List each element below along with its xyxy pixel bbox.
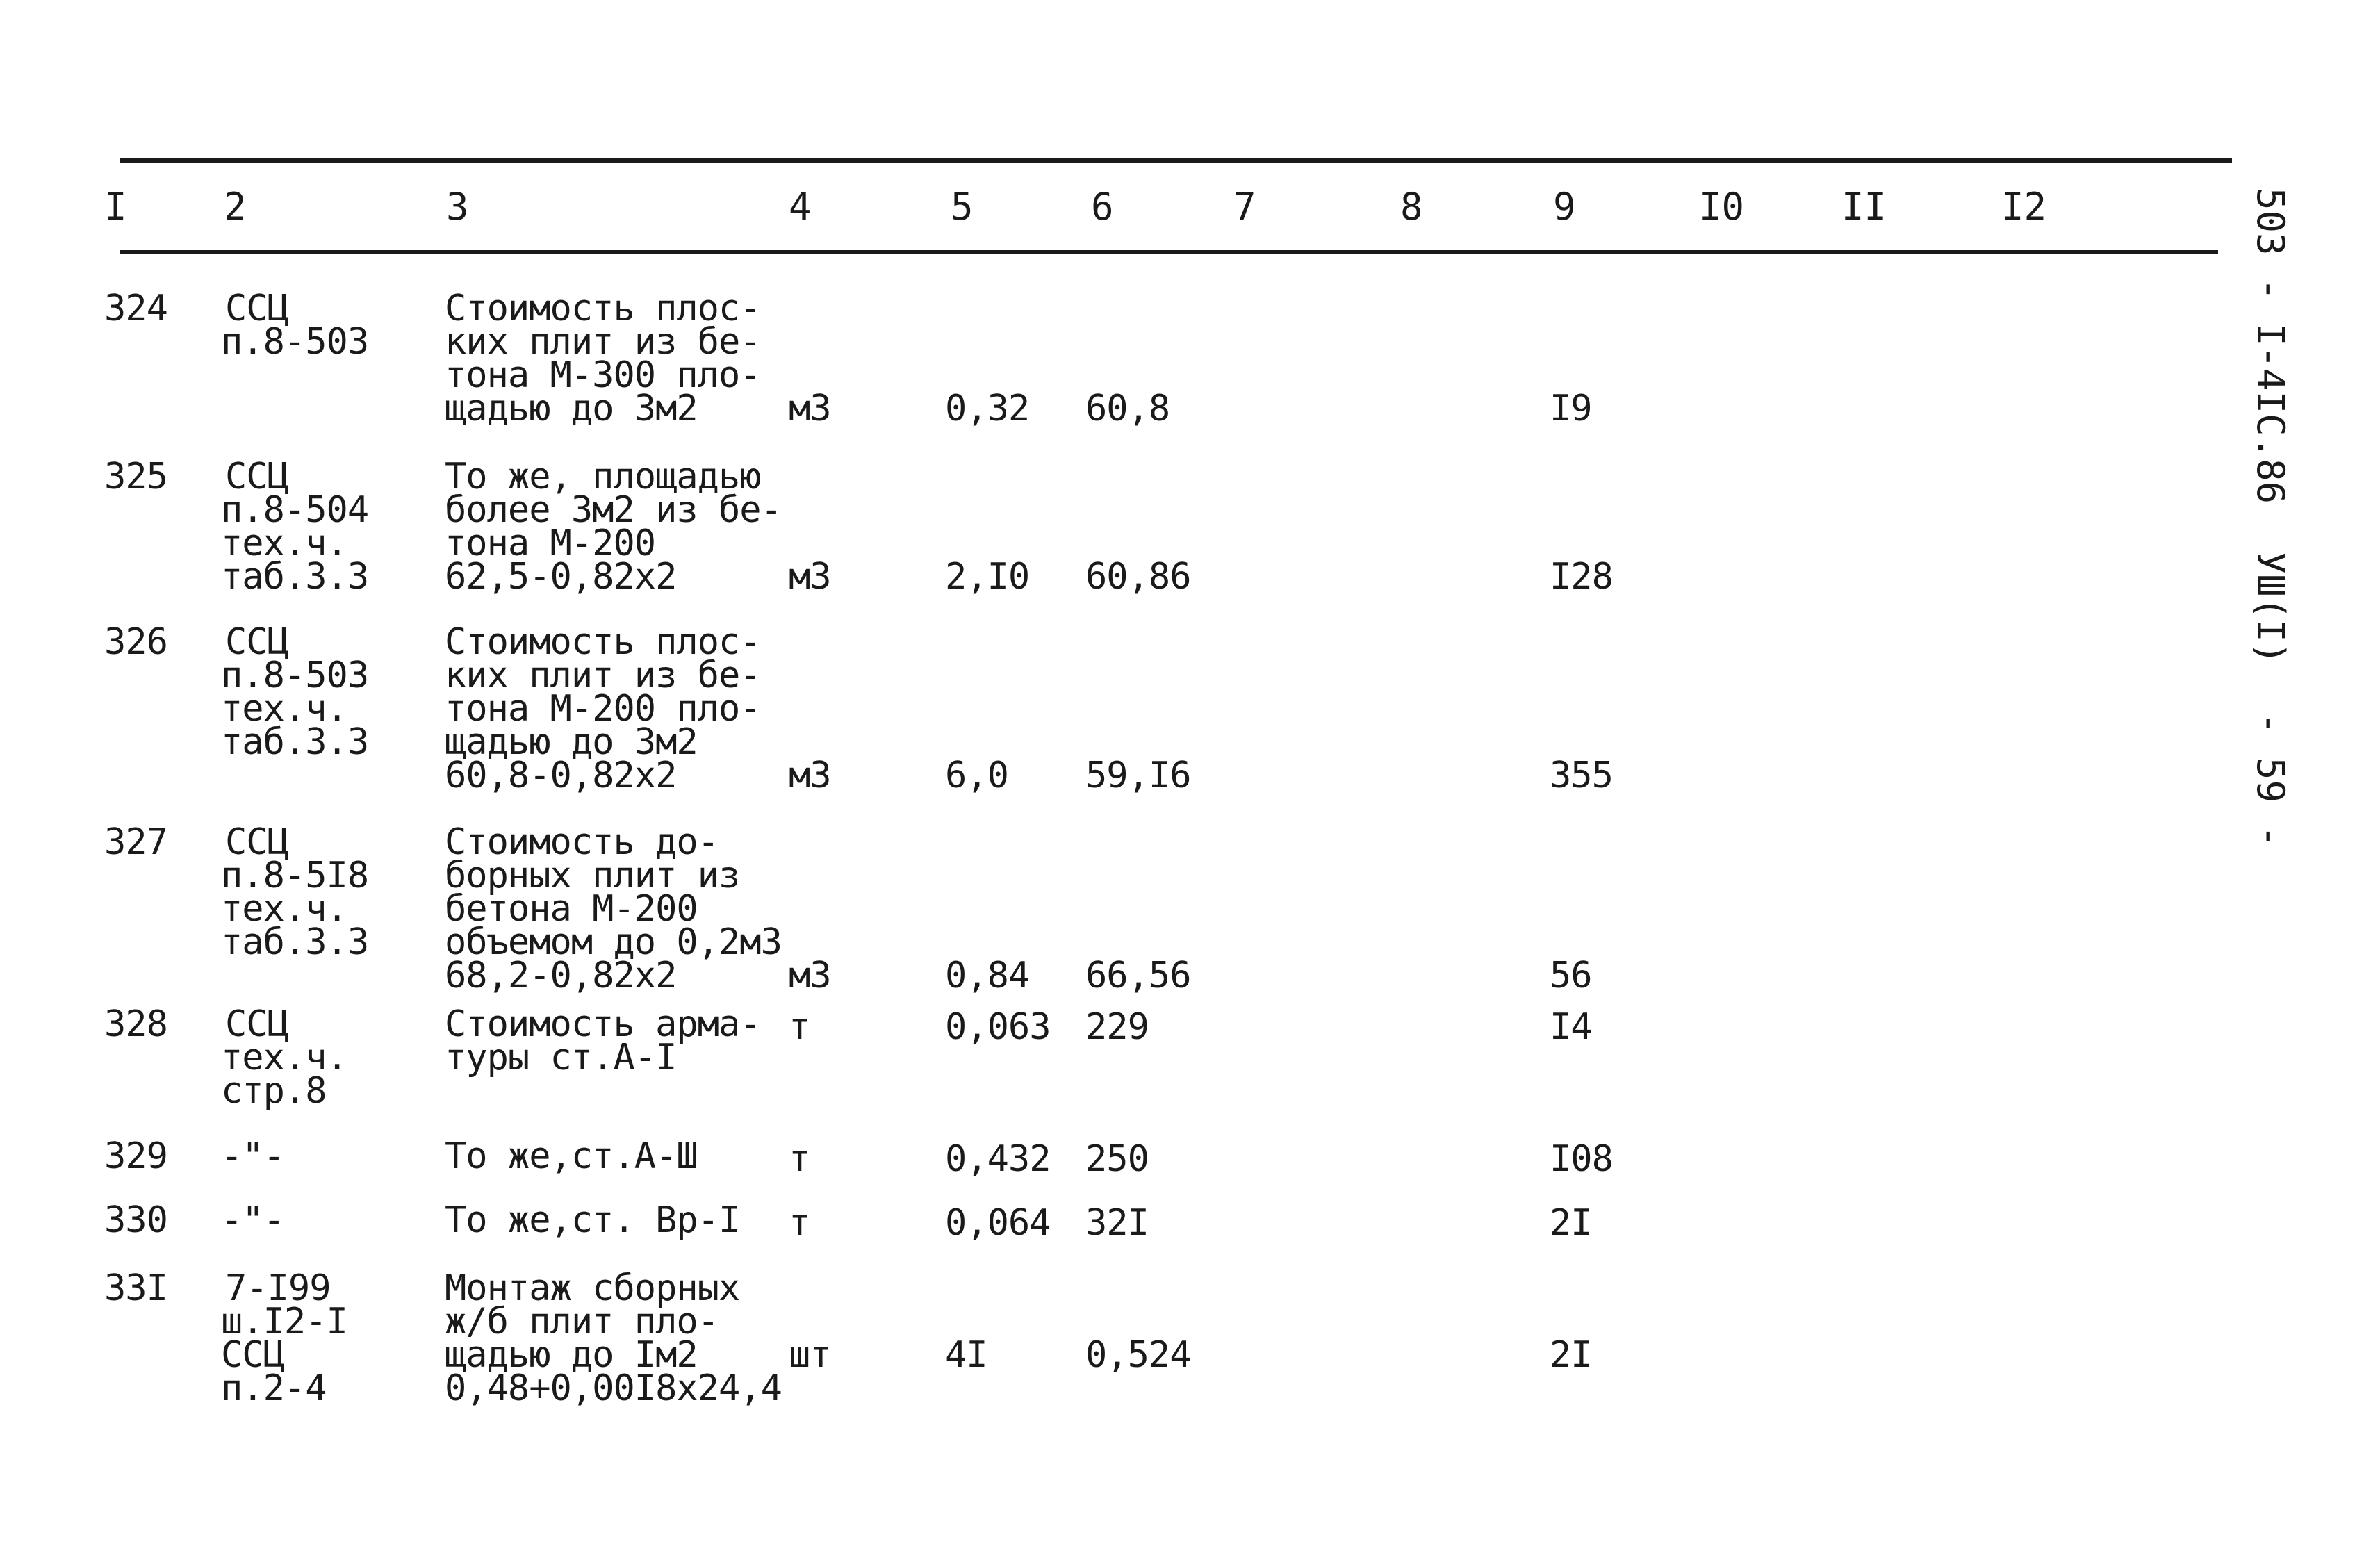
reference <box>221 1003 347 1112</box>
reference-line: ССЦ <box>225 288 288 329</box>
header-col-6: 6 <box>1091 185 1114 229</box>
description-line: 68,2-0,82х2 <box>445 955 677 996</box>
quantity: 2,I0 <box>945 556 1030 598</box>
reference <box>221 288 369 363</box>
quantity: 0,32 <box>945 388 1030 429</box>
unit-price: 229 <box>1085 1006 1149 1048</box>
total-cost: 2I <box>1550 1202 1592 1244</box>
unit-price: 59,I6 <box>1085 755 1191 796</box>
reference <box>221 456 369 598</box>
side-code-block <box>2246 188 2295 848</box>
description-line: тона М-200 <box>445 523 656 564</box>
total-cost: 56 <box>1550 955 1592 996</box>
description-line: Стоимость плос- <box>445 288 761 329</box>
unit-price: 250 <box>1085 1138 1149 1180</box>
description-line: Стоимость до- <box>445 821 719 863</box>
description <box>445 621 761 796</box>
unit-price: 0,524 <box>1085 1334 1191 1376</box>
header-col-8: 8 <box>1400 185 1423 229</box>
reference-line: тех.ч. <box>221 688 347 730</box>
quantity: 0,064 <box>945 1202 1051 1244</box>
reference-line: п.2-4 <box>221 1368 327 1409</box>
unit: т <box>789 1138 810 1180</box>
total-cost: 355 <box>1550 755 1613 796</box>
reference <box>221 1135 284 1177</box>
reference <box>221 1199 284 1241</box>
unit: м3 <box>789 388 831 429</box>
reference-line: таб.3.3 <box>221 721 369 763</box>
description-line: ких плит из бе- <box>445 655 761 696</box>
description <box>445 288 761 429</box>
description-line: Стоимость арма- <box>445 1003 761 1045</box>
reference-line: таб.3.3 <box>221 921 369 963</box>
section-code: УШ(I) <box>2249 551 2292 665</box>
reference-line: п.8-503 <box>221 321 369 363</box>
description-line: 62,5-0,82х2 <box>445 556 677 598</box>
description <box>445 1135 698 1177</box>
reference-line: тех.ч. <box>221 1037 347 1078</box>
row-number: 325 <box>104 456 167 498</box>
unit: м3 <box>789 955 831 996</box>
reference <box>221 821 369 963</box>
reference-line: ш.I2-I <box>221 1301 347 1343</box>
description-line: То же, площадью <box>445 456 761 498</box>
row-number: 327 <box>104 821 167 863</box>
reference-line: ССЦ <box>225 1003 288 1045</box>
total-cost: I9 <box>1550 388 1592 429</box>
header-col-2: 2 <box>224 185 247 229</box>
description-line: объемом до 0,2м3 <box>445 921 782 963</box>
description-line: бетона М-200 <box>445 888 698 930</box>
document-code: 503 - I-4IC.86 <box>2249 188 2292 504</box>
header-bottom-rule <box>120 250 2218 254</box>
reference-line: ССЦ <box>225 821 288 863</box>
reference-line: тех.ч. <box>221 888 347 930</box>
reference-line: -"- <box>221 1135 284 1177</box>
header-col-3: 3 <box>446 185 469 229</box>
description-line: ких плит из бе- <box>445 321 761 363</box>
reference-line: п.8-503 <box>221 655 369 696</box>
row-number: 324 <box>104 288 167 329</box>
reference-line: таб.3.3 <box>221 556 369 598</box>
header-col-4: 4 <box>789 185 812 229</box>
description <box>445 456 782 598</box>
description <box>445 1003 761 1078</box>
header-col-7: 7 <box>1233 185 1256 229</box>
description-line: ж/б плит пло- <box>445 1301 719 1343</box>
description-line: 60,8-0,82х2 <box>445 755 677 796</box>
description-line: щадью до Iм2 <box>445 1334 698 1376</box>
reference-line: п.8-504 <box>221 489 369 531</box>
total-cost: 2I <box>1550 1334 1592 1376</box>
unit: т <box>789 1202 810 1244</box>
unit-price: 60,8 <box>1085 388 1170 429</box>
total-cost: I4 <box>1550 1006 1592 1048</box>
header-col-10: I0 <box>1699 185 1745 229</box>
description-line: тона М-200 пло- <box>445 688 761 730</box>
description-line: тона М-300 пло- <box>445 354 761 396</box>
row-number: 329 <box>104 1135 167 1177</box>
description-line: туры ст.А-I <box>445 1037 677 1078</box>
reference-line: п.8-5I8 <box>221 855 369 896</box>
unit: шт <box>789 1334 831 1376</box>
total-cost: I08 <box>1550 1138 1613 1180</box>
quantity: 0,063 <box>945 1006 1051 1048</box>
unit: м3 <box>789 556 831 598</box>
reference <box>221 1267 347 1409</box>
quantity: 6,0 <box>945 755 1008 796</box>
reference-line: 7-I99 <box>225 1267 331 1309</box>
unit-price: 66,56 <box>1085 955 1191 996</box>
description-line: То же,ст.А-Ш <box>445 1135 698 1177</box>
description-line: То же,ст. Вр-I <box>445 1199 740 1241</box>
description <box>445 821 782 996</box>
description-line: Монтаж сборных <box>445 1267 740 1309</box>
table-top-rule <box>120 158 2232 163</box>
row-number: 33I <box>104 1267 167 1309</box>
row-number: 330 <box>104 1199 167 1241</box>
reference-line: ССЦ <box>225 621 288 663</box>
reference-line: ССЦ <box>225 456 288 498</box>
description-line: борных плит из <box>445 855 740 896</box>
description <box>445 1267 782 1409</box>
description <box>445 1199 740 1241</box>
unit: м3 <box>789 755 831 796</box>
row-number: 328 <box>104 1003 167 1045</box>
description-line: более 3м2 из бе- <box>445 489 782 531</box>
row-number: 326 <box>104 621 167 663</box>
reference-line: тех.ч. <box>221 523 347 564</box>
unit: т <box>789 1006 810 1048</box>
reference <box>221 621 369 763</box>
description-line: 0,48+0,00I8х24,4 <box>445 1368 782 1409</box>
unit-price: 60,86 <box>1085 556 1191 598</box>
description-line: щадью до 3м2 <box>445 388 698 429</box>
reference-line: -"- <box>221 1199 284 1241</box>
header-col-1: I <box>104 185 127 229</box>
unit-price: 32I <box>1085 1202 1149 1244</box>
quantity: 4I <box>945 1334 987 1376</box>
quantity: 0,432 <box>945 1138 1051 1180</box>
total-cost: I28 <box>1550 556 1613 598</box>
header-col-11: II <box>1841 185 1887 229</box>
description-line: щадью до 3м2 <box>445 721 698 763</box>
page-number: - 59 - <box>2249 712 2292 848</box>
description-line: Стоимость плос- <box>445 621 761 663</box>
quantity: 0,84 <box>945 955 1030 996</box>
header-col-9: 9 <box>1553 185 1576 229</box>
reference-line: стр.8 <box>221 1070 327 1112</box>
header-col-12: I2 <box>2001 185 2047 229</box>
reference-line: ССЦ <box>221 1334 284 1376</box>
header-col-5: 5 <box>951 185 974 229</box>
